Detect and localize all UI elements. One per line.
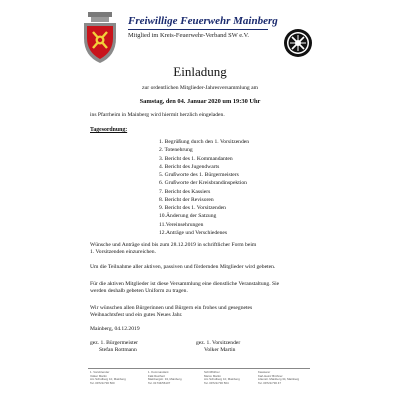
footer-line: Am Schulberg 10, Mainberg (90, 377, 126, 381)
meeting-location: ins Pfarrheim in Mainberg wird hiermit herzlich eingeladen. (90, 112, 225, 118)
footer-contact-chairman (90, 371, 126, 385)
footer-line: Mainbergstr. 34, Mainberg (148, 377, 182, 381)
footer-line: Volker Martin (90, 373, 107, 378)
signature-name-chairman: Volker Martin (204, 347, 236, 353)
footer-contact-secretary (204, 371, 240, 385)
footer-line: Am Schulberg 10, Mainberg (204, 377, 240, 381)
organization-membership: Mitglied im Kreis-Feuerwehr-Verband SW e.V. (128, 32, 250, 39)
agenda-item: 6. Grußworte der Kreisbrandinspektion (159, 180, 247, 187)
uniform-text-line2: werden deshalb gebeten Uniform zu tragen. (90, 288, 188, 294)
footer-line: Karl-Heinz Brühner (258, 373, 283, 378)
letterhead-rule (128, 29, 268, 30)
agenda-item: 4. Bericht des Jugendwarts (159, 163, 220, 170)
agenda-item: 1. Begrüßung durch den 1. Vorsitzenden (159, 139, 250, 145)
wishes-text-line1: Wünsche und Anträge sind bis zum 28.12.2019 in schriftlicher Form beim (90, 242, 257, 248)
agenda-item: 11.Vereinsehrungen (159, 221, 204, 228)
agenda-item: 9. Bericht des 1. Vorsitzenden (159, 205, 226, 211)
attendance-text: Um die Teilnahme aller aktiven, passiven und fördernden Mitglieder wird gebeten. (90, 264, 276, 270)
footer-contact-treasurer (258, 371, 299, 385)
document-title: Einladung (173, 64, 227, 79)
agenda-item: 3. Bericht des 1. Kommandanten (159, 155, 233, 162)
fire-brigade-crest-icon (82, 12, 118, 64)
meeting-date: Samstag, den 04. Januar 2020 um 19:30 Uhr (139, 98, 261, 105)
footer-line: Tel. 09721/730 500 (90, 380, 115, 385)
agenda-item: 10.Änderung der Satzung (159, 213, 217, 220)
footer-line: Schriftführer (204, 370, 220, 374)
place-and-date: Mainberg, 04.12.2019 (90, 326, 140, 332)
footer-line: Kassierer (258, 370, 271, 374)
letterhead (128, 15, 278, 39)
signature-name-mayor: Stefan Rottmann (99, 347, 137, 353)
invitation-intro: zur ordentlichen Mitglieder-Jahresversammlung am (142, 85, 258, 91)
association-emblem-icon (283, 28, 313, 58)
greeting-text-line2: Weihnachtsfest und ein gutes Neues Jahr. (90, 312, 183, 318)
uniform-text-line1: Für die aktiven Mitglieder ist diese Versammlung eine dienstliche Veranstaltung. Sie (90, 281, 280, 287)
footer-contact-commander (148, 371, 182, 385)
agenda-item: 5. Grußworte des 1. Bürgermeisters (159, 172, 239, 178)
footer-line: Tel. 09721/730 564 (204, 380, 229, 385)
footer-line: Falk Reichert (148, 373, 166, 378)
signature-title-chairman: gez. 1. Vorsitzender (196, 340, 241, 346)
agenda-list (159, 138, 249, 237)
agenda-item: 12.Anträge und Verschiedenes (159, 229, 228, 236)
organization-name: Freiwillige Feuerwehr Mainberg (128, 15, 278, 27)
footer-line: Lilienstr. Mainberg 34, Mainberg (258, 377, 300, 381)
wishes-text-line2: 1. Vorsitzenden einzureichen. (90, 249, 156, 255)
footer-rule (88, 368, 310, 369)
signature-title-mayor: gez. 1. Bürgermeister (90, 340, 139, 346)
footer-line: Tel. 01734/56107 (148, 380, 171, 385)
agenda-item: 2. Totenehrung (159, 147, 193, 154)
footer-line: 1. Kommandant (148, 370, 169, 374)
footer-line: Tel. 09721/730 47 (258, 380, 281, 385)
footer-line: 1. Vorsitzender (90, 370, 110, 374)
agenda-heading: Tagesordnung: (90, 127, 128, 133)
greeting-text-line1: Wir wünschen allen Bürgerinnen und Bürgern ein frohes und gesegnetes (90, 305, 253, 311)
agenda-item: 7. Bericht des Kassiers (159, 188, 211, 195)
agenda-item: 8. Bericht der Revisoren (159, 196, 214, 203)
footer-line: Marco Martin (204, 373, 221, 378)
